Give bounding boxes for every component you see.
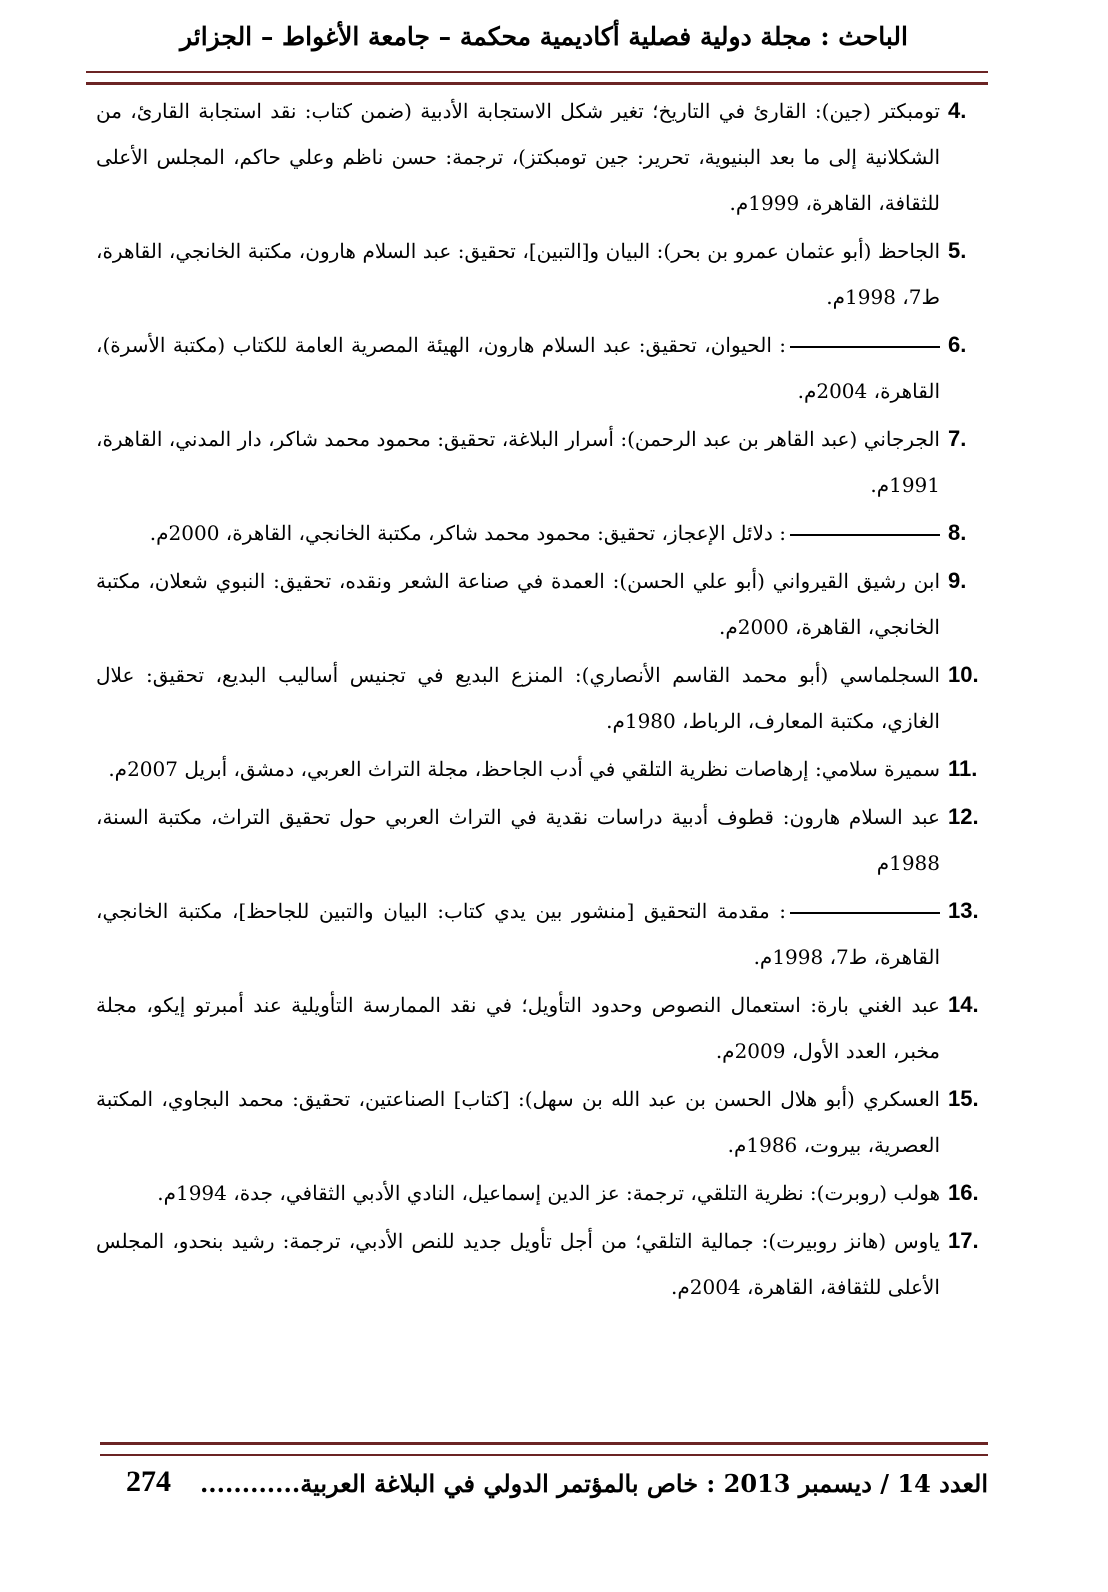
reference-item: [96, 558, 988, 650]
reference-item: [96, 228, 988, 320]
reference-text: عبد السلام هارون: قطوف أدبية دراسات نقدية في التراث العربي حول تحقيق التراث، مكتبة السنة، 1988م: [96, 805, 940, 875]
reference-text: الجرجاني (عبد القاهر بن عبد الرحمن): أسرار البلاغة، تحقيق: محمود محمد شاكر، دار المدني، القاهرة، 1991م.: [96, 427, 940, 497]
reference-number: 14.: [948, 992, 979, 1017]
reference-text: العسكري (أبو هلال الحسن بن عبد الله بن سهل): [كتاب] الصناعتين، تحقيق: محمد البجاوي، المكتبة العصرية، بيروت، 1986م.: [96, 1087, 940, 1157]
header-divider: [86, 71, 988, 85]
reference-text: ياوس (هانز روبيرت): جمالية التلقي؛ من أجل تأويل جديد للنص الأدبي، ترجمة: رشيد بنحدو، المجلس الأعلى للثقافة، القاهرة، 2004م.: [96, 1229, 940, 1299]
issue-info: العدد 14 / ديسمبر 2013 : خاص بالمؤتمر الدولي في البلاغة العربية............: [199, 1469, 988, 1498]
reference-number: 11.: [948, 756, 978, 781]
reference-text: هولب (روبرت): نظرية التلقي، ترجمة: عز الدين إسماعيل، النادي الأدبي الثقافي، جدة، 1994م.: [157, 1181, 940, 1205]
reference-number: 15.: [948, 1086, 979, 1111]
reference-number: 10.: [948, 662, 979, 687]
reference-item: [96, 982, 988, 1074]
reference-item: [96, 746, 988, 792]
page-number: 274: [126, 1465, 171, 1498]
footer-divider: [100, 1442, 988, 1456]
reference-item: [96, 88, 988, 226]
ditto-line: [790, 912, 940, 914]
reference-item: [96, 510, 988, 556]
reference-number: 13.: [948, 898, 979, 923]
reference-item: [96, 652, 988, 744]
reference-item: [96, 1218, 988, 1310]
reference-text: السجلماسي (أبو محمد القاسم الأنصاري): المنزع البديع في تجنيس أساليب البديع، تحقيق: علال الغازي، مكتبة المعارف، الرباط، 1980م.: [96, 663, 940, 733]
reference-item: [96, 888, 988, 980]
reference-item: [96, 1170, 988, 1216]
reference-text: : دلائل الإعجاز، تحقيق: محمود محمد شاكر، مكتبة الخانجي، القاهرة، 2000م.: [149, 521, 786, 545]
reference-number: 9.: [948, 568, 967, 593]
reference-number: 17.: [948, 1228, 979, 1253]
ditto-line: [790, 534, 940, 536]
reference-text: : الحيوان، تحقيق: عبد السلام هارون، الهيئة المصرية العامة للكتاب (مكتبة الأسرة)، القاهرة، 2004م.: [96, 333, 940, 403]
reference-number: 5.: [948, 238, 967, 263]
ditto-line: [790, 346, 940, 348]
reference-text: عبد الغني بارة: استعمال النصوص وحدود التأويل؛ في نقد الممارسة التأويلية عند أمبرتو إيكو، مجلة مخبر، العدد الأول، 2009م.: [96, 993, 940, 1063]
reference-text: تومبكتر (جين): القارئ في التاريخ؛ تغير شكل الاستجابة الأدبية (ضمن كتاب: نقد استجابة القارئ، من الشكلانية إلى ما بعد البنيوية، تحرير: جين تومبكتز)، ترجمة: حسن ناظم وعلي حاكم، المجلس الأعلى للثقافة، القاهرة، 1999م.: [96, 99, 940, 215]
reference-number: 4.: [948, 98, 967, 123]
reference-text: : مقدمة التحقيق [منشور بين يدي كتاب: البيان والتبين للجاحظ]، مكتبة الخانجي، القاهرة، ط7، 1998م.: [96, 899, 940, 969]
reference-number: 7.: [948, 426, 967, 451]
reference-text: ابن رشيق القيرواني (أبو علي الحسن): العمدة في صناعة الشعر ونقده، تحقيق: النبوي شعلان، مكتبة الخانجي، القاهرة، 2000م.: [96, 569, 940, 639]
journal-footer: [126, 1464, 988, 1504]
reference-item: [96, 794, 988, 886]
reference-item: [96, 1076, 988, 1168]
references-list: [96, 88, 988, 1312]
reference-number: 16.: [948, 1180, 979, 1205]
reference-number: 6.: [948, 332, 967, 357]
reference-item: [96, 322, 988, 414]
reference-number: 12.: [948, 804, 979, 829]
reference-number: 8.: [948, 520, 967, 545]
journal-header: الباحث : مجلة دولية فصلية أكاديمية محكمة – جامعة الأغواط – الجزائر: [179, 22, 908, 51]
reference-text: سميرة سلامي: إرهاصات نظرية التلقي في أدب الجاحظ، مجلة التراث العربي، دمشق، أبريل 2007م.: [108, 757, 940, 781]
reference-text: الجاحظ (أبو عثمان عمرو بن بحر): البيان و[التبين]، تحقيق: عبد السلام هارون، مكتبة الخانجي، القاهرة، ط7، 1998م.: [96, 239, 940, 309]
reference-item: [96, 416, 988, 508]
